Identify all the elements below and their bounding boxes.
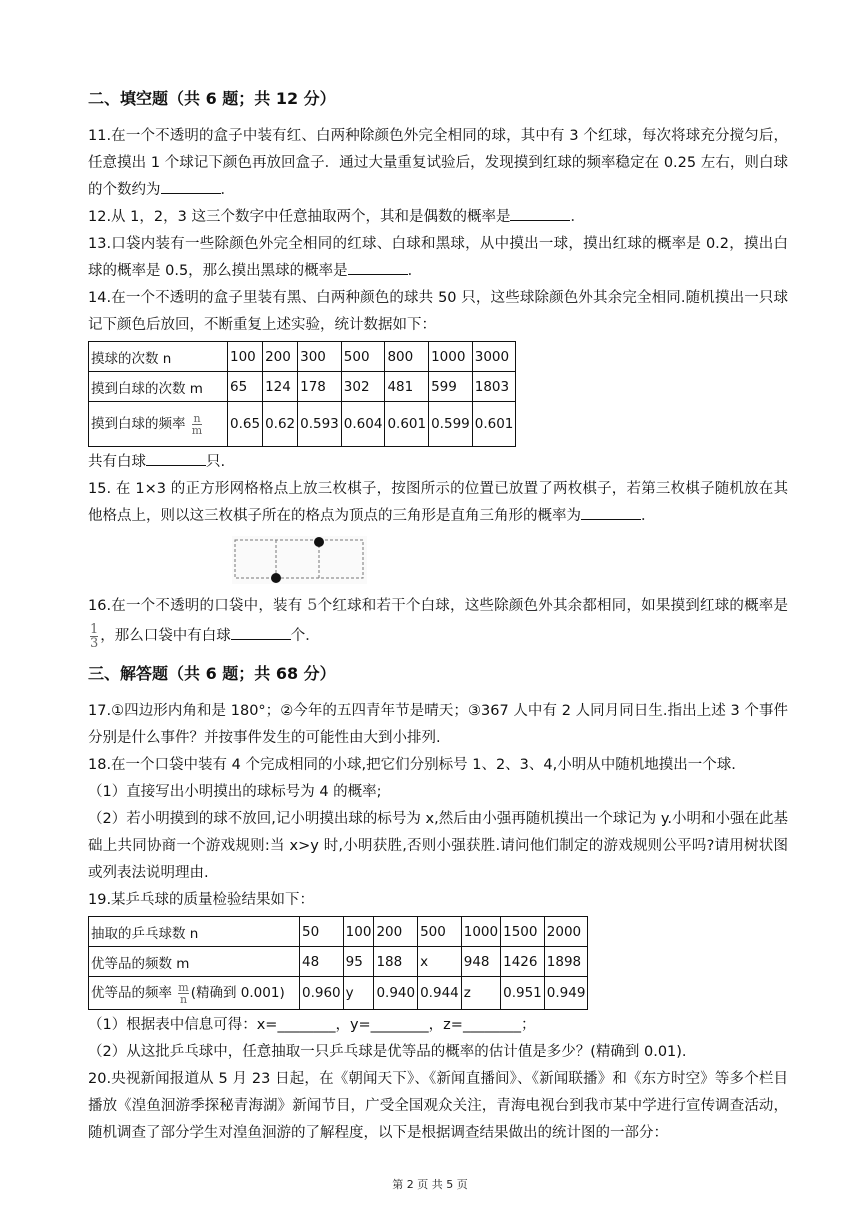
table-cell: 0.599 bbox=[429, 402, 473, 447]
table-cell: 200 bbox=[263, 342, 298, 372]
answer-blank bbox=[231, 625, 291, 640]
numerator: n bbox=[193, 411, 201, 425]
table-row bbox=[89, 402, 516, 447]
question-19-part-2: （2）从这批乒乓球中，任意抽取一只乒乓球是优等品的概率的估计值是多少？(精确到 0.01). bbox=[88, 1044, 687, 1060]
page-footer: 第 2 页 共 5 页 bbox=[392, 1178, 468, 1191]
answer-blank bbox=[161, 179, 221, 194]
question-18-part-2: （2）若小明摸到的球不放回,记小明摸出球的标号为 x,然后由小强再随机摸出一个球记为 y.小明和小强在此基础上共同协商一个游戏规则:当 x>y 时,小明获胜,否则小强获胜.请问他们制定的游戏规则公平吗?请用树状图或列表法说明理由. bbox=[88, 811, 788, 881]
table-cell: 1803 bbox=[472, 372, 516, 402]
denominator: n bbox=[179, 992, 188, 1006]
table-cell: z bbox=[461, 977, 500, 1010]
table-cell: 0.65 bbox=[228, 402, 263, 447]
table-cell: 948 bbox=[461, 947, 500, 977]
table-row bbox=[89, 372, 516, 402]
table-cell: 124 bbox=[263, 372, 298, 402]
denominator: 3 bbox=[90, 635, 99, 651]
table-cell: 0.951 bbox=[501, 977, 545, 1010]
fraction bbox=[90, 623, 98, 650]
table-cell: 300 bbox=[298, 342, 342, 372]
table-cell: 0.601 bbox=[385, 402, 429, 447]
table-cell: 302 bbox=[341, 372, 385, 402]
table-cell: 100 bbox=[343, 917, 374, 947]
question-19: 19.某乒乓球的质量检验结果如下： bbox=[88, 892, 315, 908]
table-cell: 0.604 bbox=[341, 402, 385, 447]
answer-blank bbox=[348, 260, 408, 275]
table-cell: y bbox=[343, 977, 374, 1010]
table-cell: 0.593 bbox=[298, 402, 342, 447]
table-cell: 500 bbox=[418, 917, 462, 947]
table-cell: 1426 bbox=[501, 947, 545, 977]
table-cell: 3000 bbox=[472, 342, 516, 372]
question-12: 12.从 1，2，3 这三个数字中任意抽取两个，其和是偶数的概率是 ． bbox=[88, 204, 788, 231]
denominator: m bbox=[191, 423, 203, 437]
table-cell: 1000 bbox=[429, 342, 473, 372]
chess-piece-icon bbox=[314, 537, 324, 547]
table-cell: 0.949 bbox=[544, 977, 588, 1010]
table-cell: 599 bbox=[429, 372, 473, 402]
row-header: 摸到白球的次数 m bbox=[89, 372, 228, 402]
question-16: 16.在一个不透明的口袋中，装有 5个红球和若干个白球，这些除颜色外其余都相同，如果摸到红球的概率是 $\frac{1}{3}$ ，那么口袋中有白球 个． bbox=[88, 595, 789, 651]
table-cell: 1898 bbox=[544, 947, 588, 977]
q14-data-table bbox=[88, 341, 516, 447]
question-14-answer: 共有白球 只. bbox=[88, 449, 788, 476]
fraction bbox=[178, 982, 188, 1005]
table-cell: 200 bbox=[374, 917, 418, 947]
table-cell: 188 bbox=[374, 947, 418, 977]
table-cell: 1500 bbox=[501, 917, 545, 947]
numerator: 1 bbox=[90, 621, 99, 637]
table-row bbox=[89, 342, 516, 372]
answer-blank bbox=[510, 206, 570, 221]
question-11: 11.在一个不透明的盒子中装有红、白两种除颜色外完全相同的球，其中有 3 个红球，每次将球充分搅匀后，任意摸出 1 个球记下颜色再放回盒子．通过大量重复试验后，发现摸到红球的频率稳定在 0.25 左右，则白球的个数约为 ． bbox=[88, 128, 788, 198]
table-cell: 500 bbox=[341, 342, 385, 372]
table-cell: 0.940 bbox=[374, 977, 418, 1010]
row-label: 摸到白球的频率 bbox=[91, 416, 186, 433]
question-17: 17.①四边形内角和是 180°；②今年的五四青年节是晴天；③367 人中有 2 人同月同日生.指出上述 3 个事件分别是什么事件？并按事件发生的可能性由大到小排列. bbox=[88, 703, 788, 746]
q15-grid-figure bbox=[232, 536, 367, 584]
table-cell: 0.960 bbox=[300, 977, 344, 1010]
table-cell: 65 bbox=[228, 372, 263, 402]
table-row bbox=[89, 947, 588, 977]
table-cell: 100 bbox=[228, 342, 263, 372]
fraction bbox=[192, 413, 202, 436]
table-cell: 0.944 bbox=[418, 977, 462, 1010]
answer-blank bbox=[581, 505, 641, 520]
row-header bbox=[89, 402, 228, 447]
answer-blank bbox=[146, 451, 206, 466]
section-2-title: 二、填空题（共 6 题；共 12 分） bbox=[88, 89, 336, 108]
question-20: 20.央视新闻报道从 5 月 23 日起，在《朝闻天下》、《新闻直播间》、《新闻联播》和《东方时空》等多个栏目播放《湟鱼洄游季探秘青海湖》新闻节目，广受全国观众关注，青海电视台到我市某中学进行宣传调查活动，随机调查了部分学生对湟鱼洄游的了解程度，以下是根据调查结果做出的统计图的一部分： bbox=[88, 1071, 788, 1141]
row-header: 抽取的乒乓球数 n bbox=[89, 917, 300, 947]
question-14: 14.在一个不透明的盒子里装有黑、白两种颜色的球共 50 只，这些球除颜色外其余完全相同.随机摸出一只球记下颜色后放回，不断重复上述实验，统计数据如下： bbox=[88, 290, 788, 333]
table-cell: 95 bbox=[343, 947, 374, 977]
table-row bbox=[89, 917, 588, 947]
numerator: m bbox=[178, 980, 189, 994]
q19-data-table bbox=[88, 916, 588, 1010]
table-cell: 48 bbox=[300, 947, 344, 977]
table-row bbox=[89, 977, 588, 1010]
question-18-part-1: （1）直接写出小明摸出的球标号为 4 的概率; bbox=[88, 784, 382, 800]
question-18: 18.在一个口袋中装有 4 个完成相同的小球,把它们分别标号 1、2、3、4,小明从中随机地摸出一个球. bbox=[88, 757, 736, 773]
chess-piece-icon bbox=[271, 573, 281, 583]
table-cell: 481 bbox=[385, 372, 429, 402]
row-header: 摸球的次数 n bbox=[89, 342, 228, 372]
table-cell: x bbox=[418, 947, 462, 977]
row-label: 优等品的频率 bbox=[91, 985, 172, 1002]
question-15: 15. 在 1×3 的正方形网格格点上放三枚棋子，按图所示的位置已放置了两枚棋子，若第三枚棋子随机放在其他格点上，则以这三枚棋子所在的格点为顶点的三角形是直角三角形的概率为 ． bbox=[88, 481, 788, 524]
grid-diagram bbox=[232, 536, 367, 584]
section-3-title: 三、解答题（共 6 题；共 68 分） bbox=[88, 664, 336, 683]
row-header: 优等品的频数 m bbox=[89, 947, 300, 977]
question-13: 13.口袋内装有一些除颜色外完全相同的红球、白球和黑球，从中摸出一球，摸出红球的概率是 0.2，摸出白球的概率是 0.5，那么摸出黑球的概率是 ． bbox=[88, 236, 788, 279]
table-cell: 0.601 bbox=[472, 402, 516, 447]
question-19-part-1: （1）根据表中信息可得：x=________，y=________，z=________； bbox=[88, 1017, 536, 1033]
row-header bbox=[89, 977, 300, 1010]
table-cell: 800 bbox=[385, 342, 429, 372]
precision-note: (精确到 0.001) bbox=[190, 985, 285, 1002]
table-cell: 50 bbox=[300, 917, 344, 947]
table-cell: 2000 bbox=[544, 917, 588, 947]
table-cell: 0.62 bbox=[263, 402, 298, 447]
table-cell: 178 bbox=[298, 372, 342, 402]
table-cell: 1000 bbox=[461, 917, 500, 947]
page-content bbox=[88, 80, 788, 1147]
